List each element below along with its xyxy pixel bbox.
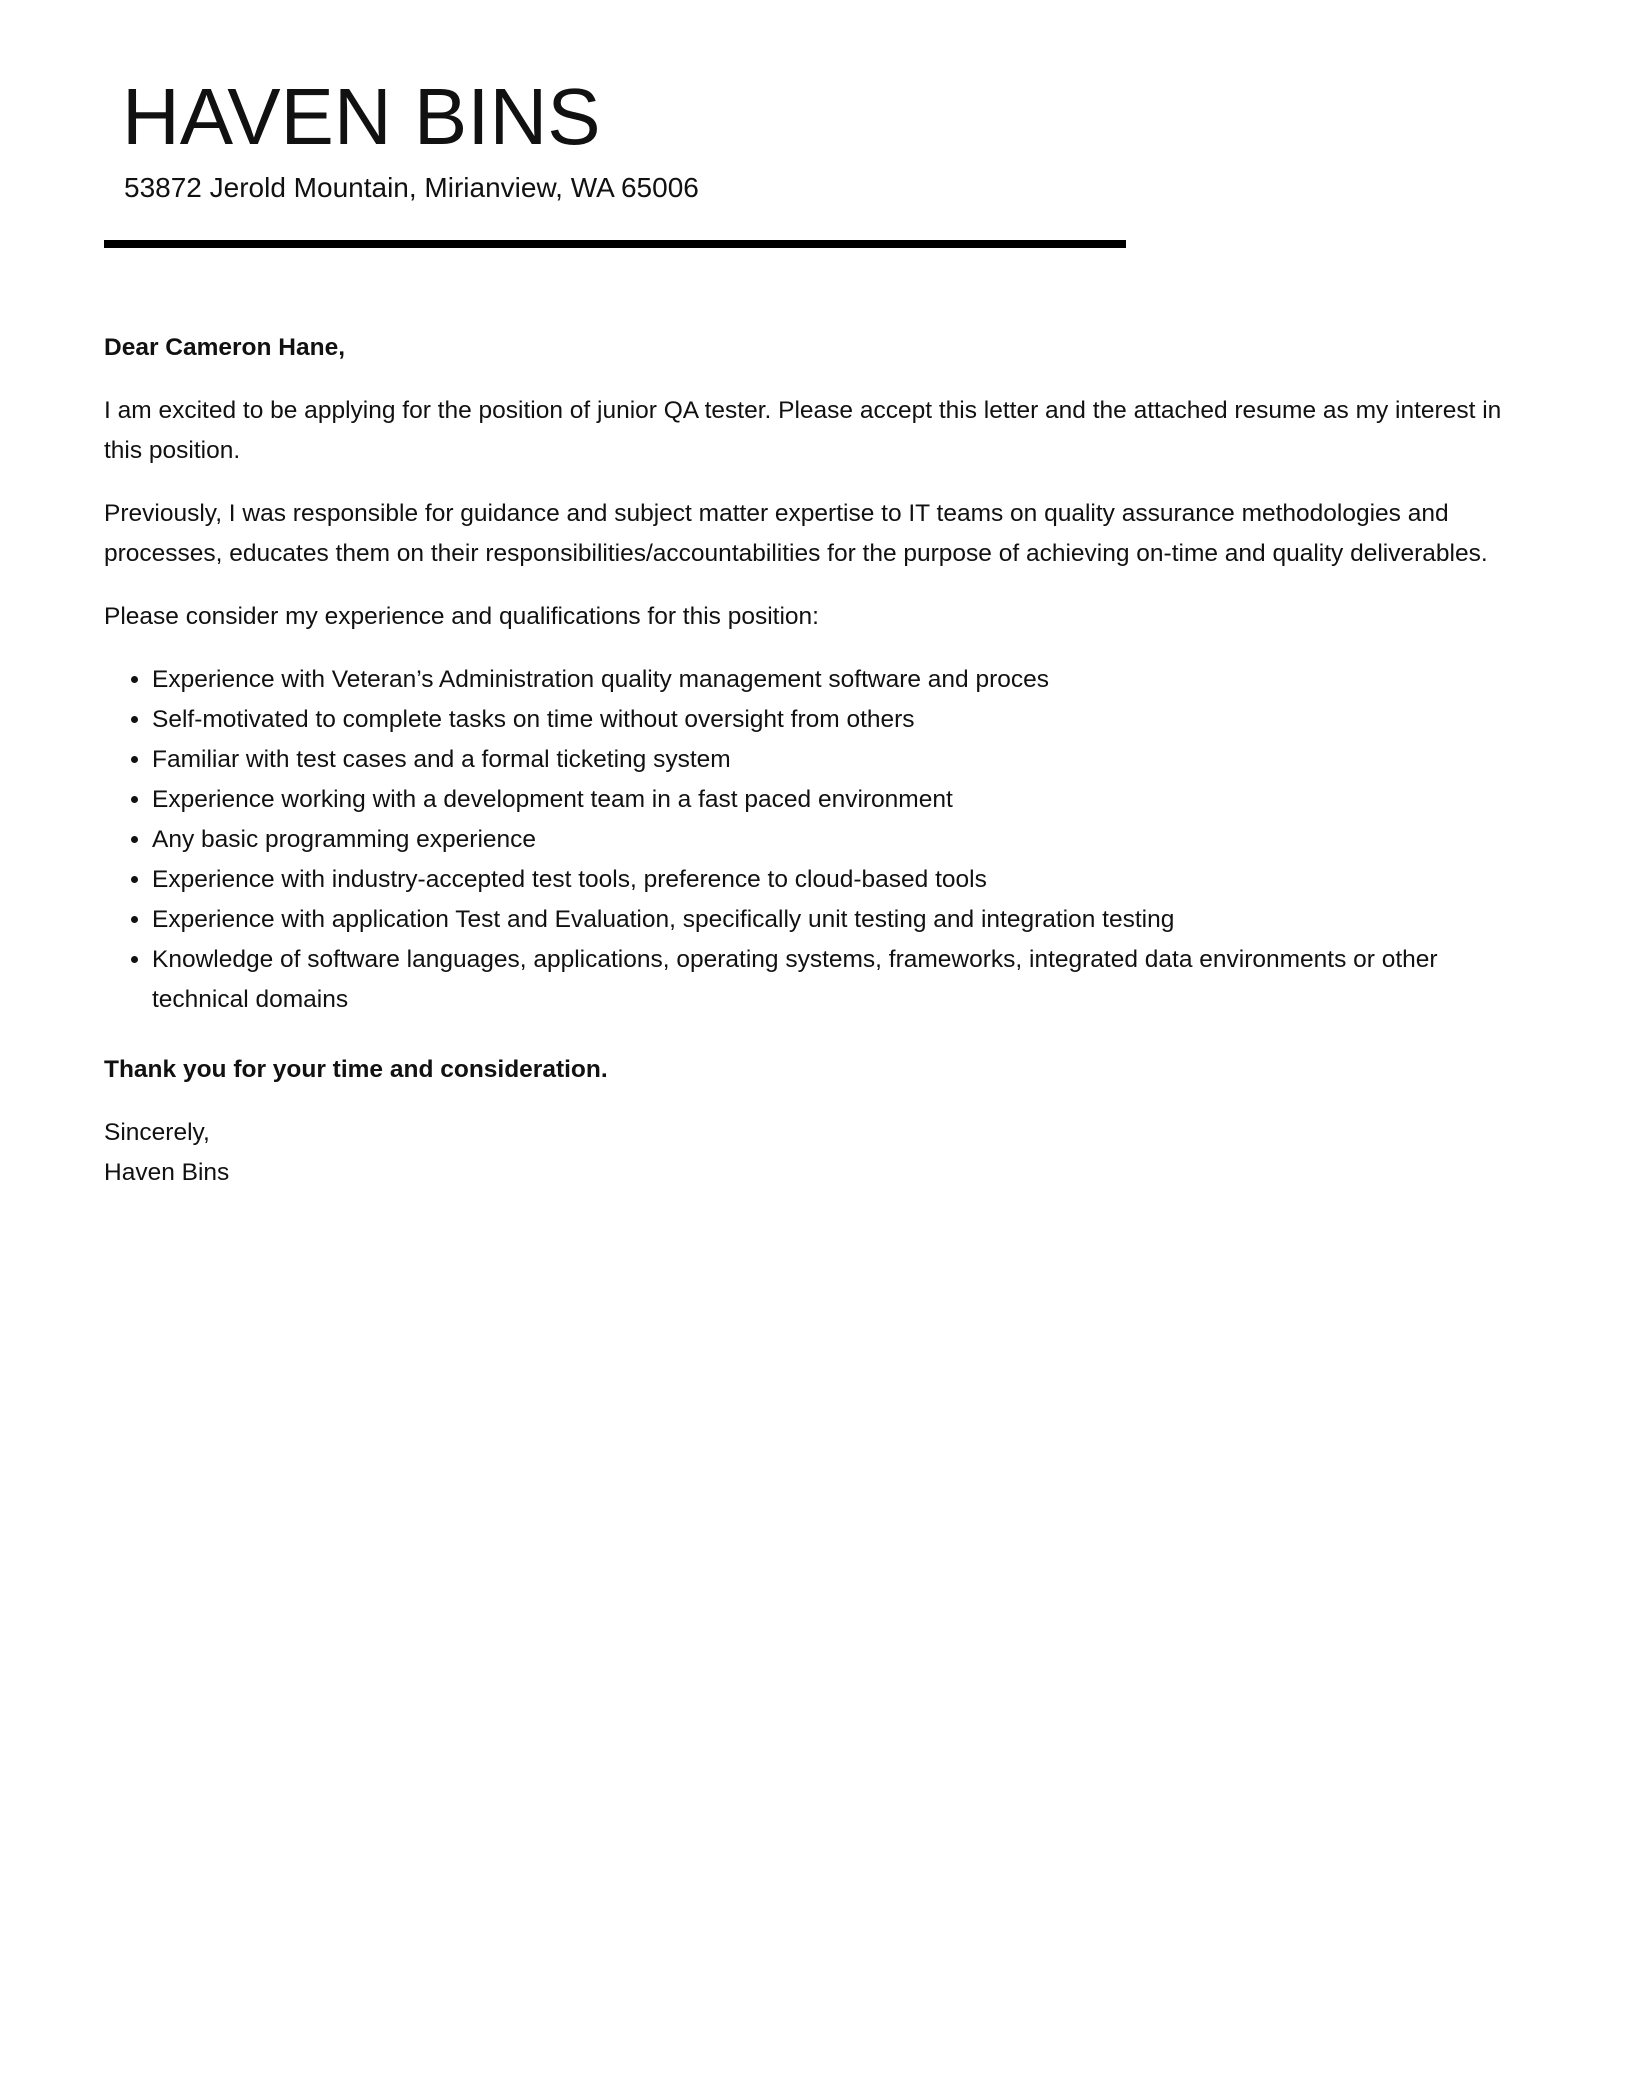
qualifications-list xyxy=(104,660,1524,1020)
applicant-name: HAVEN BINS xyxy=(122,72,601,161)
list-item: • Experience with industry-accepted test tools, preference to cloud-based tools xyxy=(152,860,1524,900)
list-item: • Self-motivated to complete tasks on time without oversight from others xyxy=(152,700,1524,740)
list-item: • Familiar with test cases and a formal ticketing system xyxy=(152,740,1524,780)
list-item: • Experience working with a development team in a fast paced environment xyxy=(152,780,1524,820)
closing: Thank you for your time and consideration. xyxy=(104,1056,608,1083)
letter-body xyxy=(104,328,1524,1193)
signature-block xyxy=(104,1113,1524,1193)
paragraph-consider: Please consider my experience and qualifications for this position: xyxy=(104,603,819,630)
applicant-address: 53872 Jerold Mountain, Mirianview, WA 65006 xyxy=(124,172,699,203)
list-item: • Experience with application Test and Evaluation, specifically unit testing and integration testing xyxy=(152,900,1524,940)
paragraph-experience: Previously, I was responsible for guidance and subject matter expertise to IT teams on quality assurance methodologies and processes, educates them on their responsibilities/accountabilities for the purpose of achieving on-time and quality deliverables. xyxy=(104,500,1488,567)
paragraph-intro: I am excited to be applying for the position of junior QA tester. Please accept this letter and the attached resume as my interest in this position. xyxy=(104,397,1502,464)
header-divider xyxy=(104,240,1126,248)
list-item: • Experience with Veteran’s Administration quality management software and proces xyxy=(152,660,1524,700)
list-item: • Any basic programming experience xyxy=(152,820,1524,860)
sign-off: Sincerely, xyxy=(104,1119,210,1146)
list-item: • Knowledge of software languages, applications, operating systems, frameworks, integrated data environments or other technical domains xyxy=(152,940,1524,1020)
salutation: Dear Cameron Hane, xyxy=(104,334,346,361)
signature: Haven Bins xyxy=(104,1159,230,1186)
